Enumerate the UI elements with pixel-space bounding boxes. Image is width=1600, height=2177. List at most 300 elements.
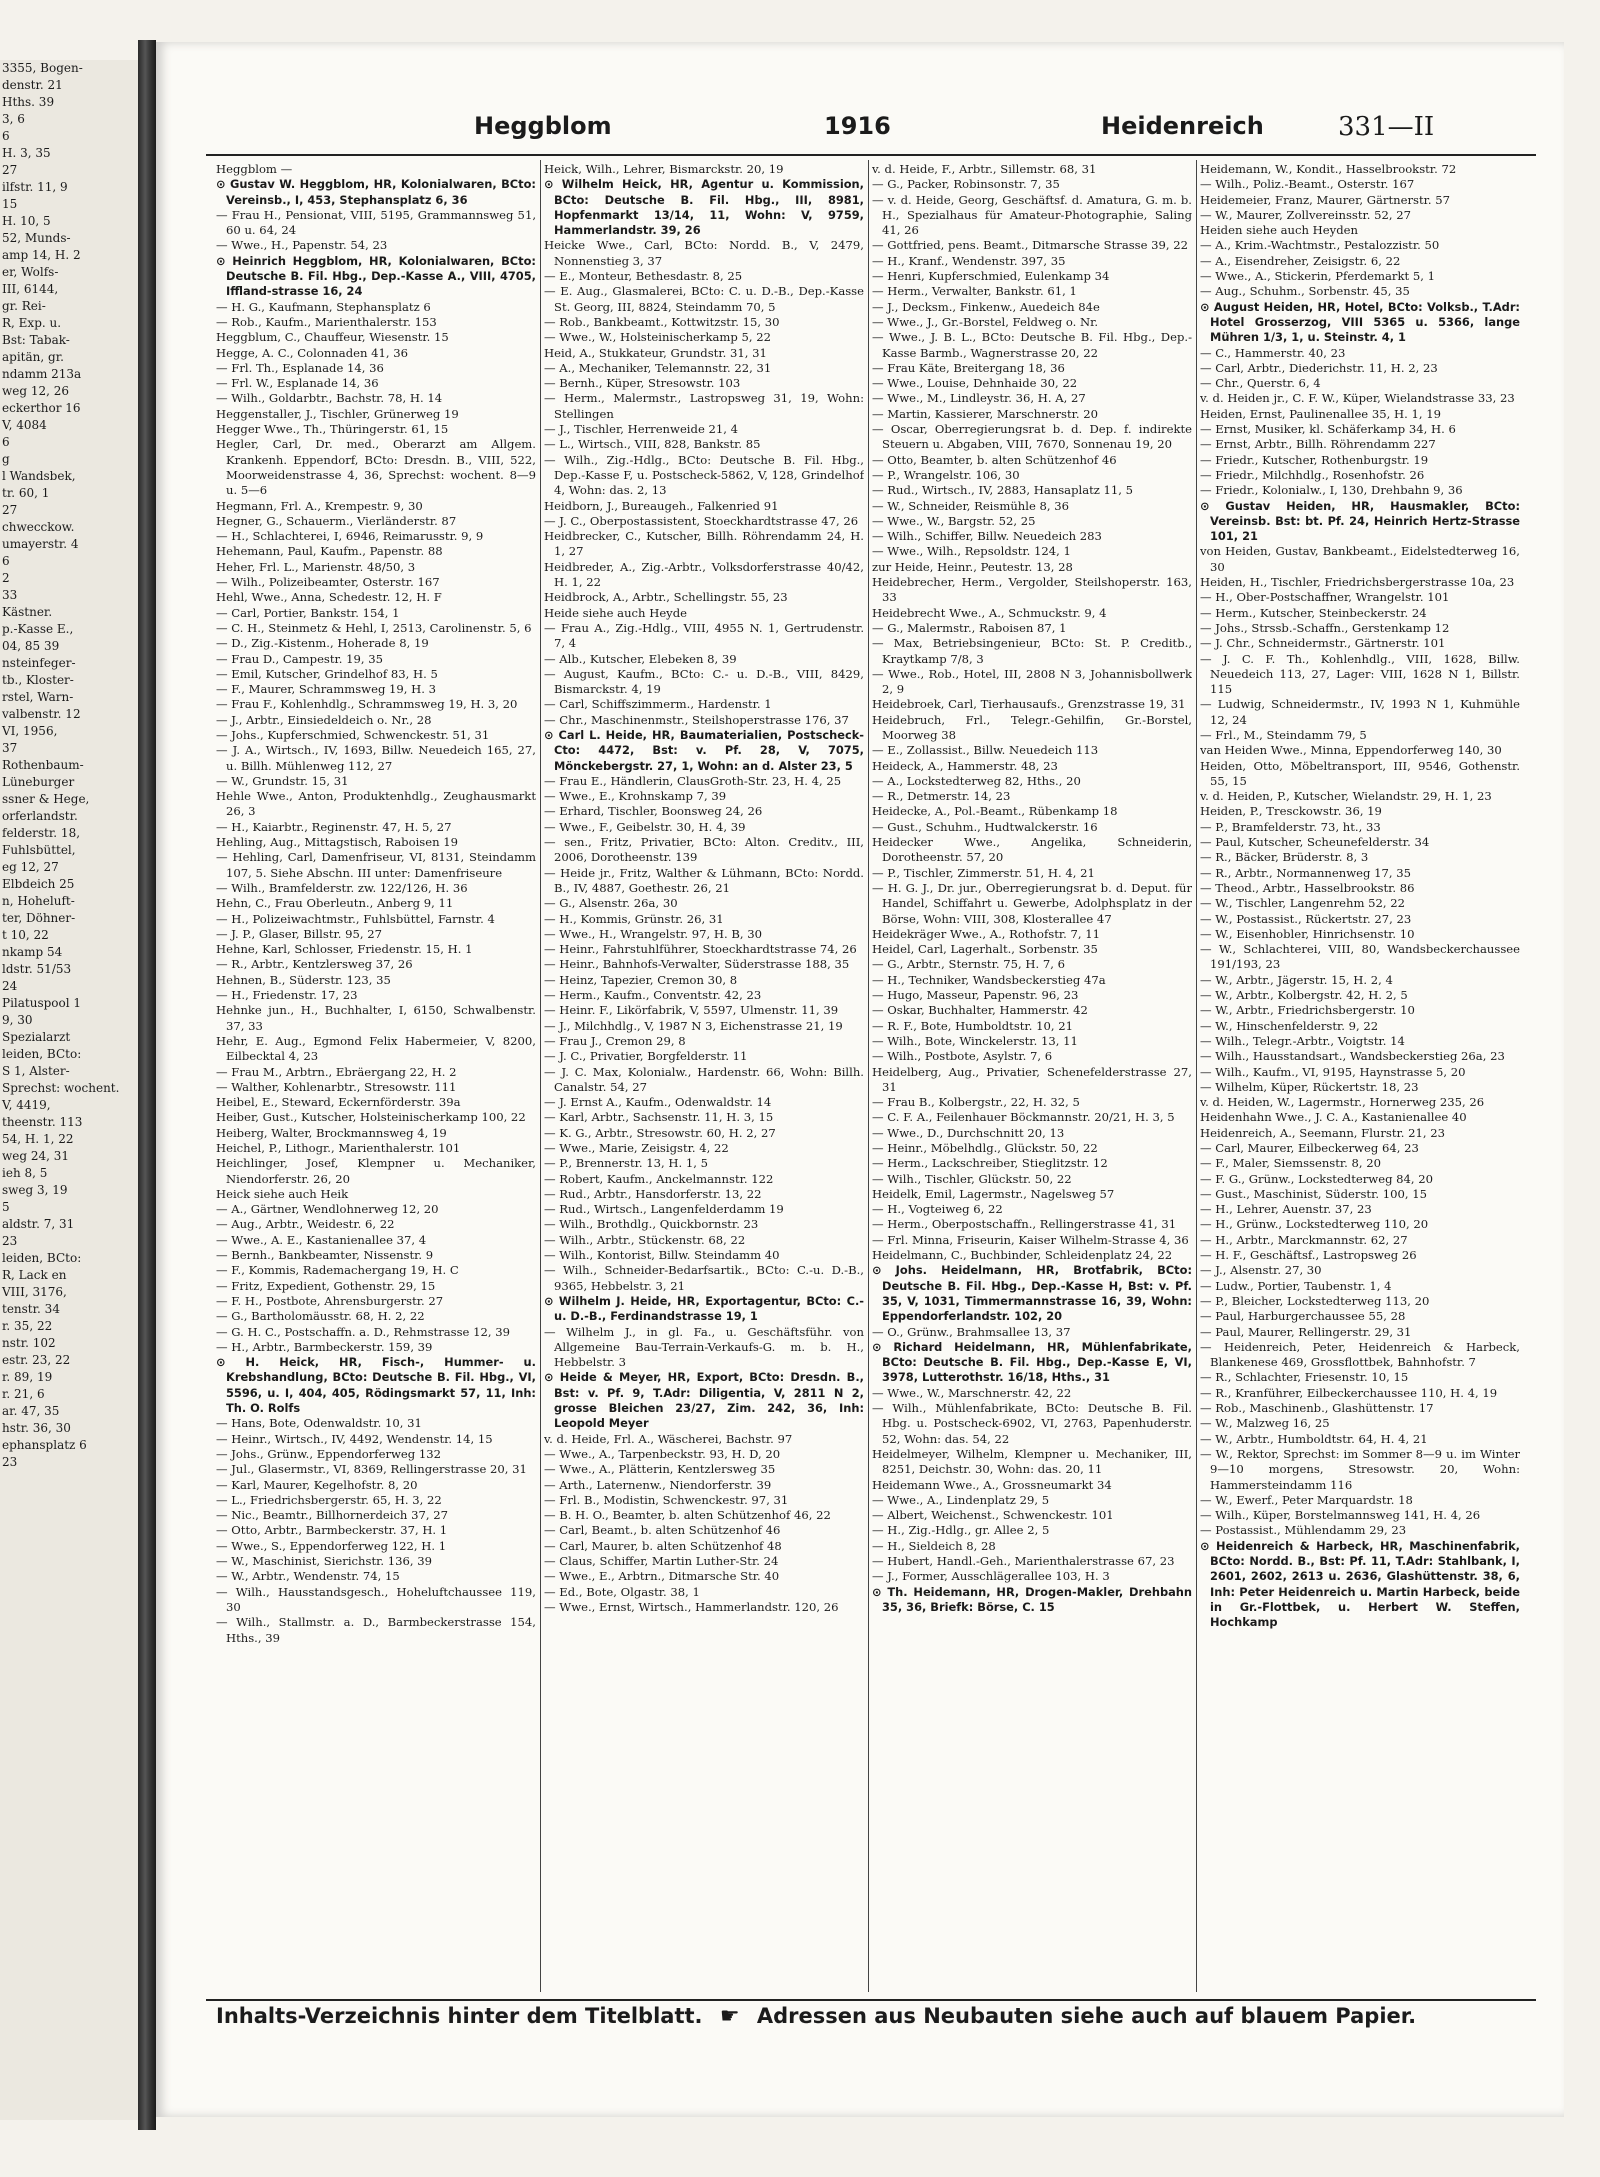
left-page-line: 23 <box>2 1234 18 1248</box>
directory-entry: — J., Decksm., Finkenw., Auedeich 84e <box>872 299 1100 314</box>
left-page-line: 3, 6 <box>2 112 25 126</box>
directory-entry: — A., Eisendreher, Zeisigstr. 6, 22 <box>1200 253 1401 268</box>
directory-entry: v. d. Heide, Frl. A., Wäscherei, Bachstr. 97 <box>544 1431 793 1446</box>
directory-entry: — Carl, Schiffszimmerm., Hardenstr. 1 <box>544 697 772 712</box>
directory-entry: ⊙ H. Heick, HR, Fisch-, Hummer- u. Krebshandlung, BCto: Deutsche B. Fil. Hbg., VI, 5596, u. I, 404, 405, Rödingsmarkt 57, 11, Inh: Th. O. Rolfs <box>216 1355 536 1416</box>
directory-entry: ⊙ Heide & Meyer, HR, Export, BCto: Dresdn. B., Bst: v. Pf. 9, T.Adr: Diligentia, V, 2811 N 2, grosse Bleichen 23/27, Zim. 242, 36, Inh: Leopold Meyer <box>544 1370 864 1431</box>
left-page-line: rstel, Warn- <box>2 690 74 704</box>
directory-entry: — Wwe., A., Plätterin, Kentzlersweg 35 <box>544 1462 776 1477</box>
left-page-line: apitän, gr. <box>2 350 64 364</box>
directory-entry: Heide siehe auch Heyde <box>544 605 688 620</box>
directory-entry: — H., Kranf., Wendenstr. 397, 35 <box>872 253 1066 268</box>
directory-entry: — Heinr., Möbelhdlg., Glückstr. 50, 22 <box>872 1141 1098 1155</box>
directory-entry: v. d. Heiden, P., Kutscher, Wielandstr. 29, H. 1, 23 <box>1200 789 1492 804</box>
directory-entry: Heidelk, Emil, Lagermstr., Nagelsweg 57 <box>872 1186 1115 1201</box>
directory-entry: — Carl, Portier, Bankstr. 154, 1 <box>216 605 400 620</box>
left-page-line: ndamm 213a <box>2 367 82 381</box>
directory-entry: — Friedr., Milchhdlg., Rosenhofstr. 26 <box>1200 467 1425 482</box>
left-page-line: 27 <box>2 163 18 177</box>
directory-entry: ⊙ Johs. Heidelmann, HR, Brotfabrik, BCto: Deutsche B. Fil. Hbg., Dep.-Kasse H, Bst: v. Pf. 35, V, 1031, Timmermannstrasse 16, 39, Wohn: Eppendorferlandstr. 102, 20 <box>872 1263 1192 1324</box>
directory-entry: — Wwe., Rob., Hotel, III, 2808 N 3, Johannisbollwerk 2, 9 <box>872 666 1192 697</box>
directory-entry: — H., Lehrer, Auenstr. 37, 23 <box>1200 1202 1372 1217</box>
directory-entry: — Herm., Malermstr., Lastropsweg 31, 19, Wohn: Stellingen <box>544 391 864 421</box>
directory-entry: Heggblum, C., Chauffeur, Wiesenstr. 15 <box>216 330 449 345</box>
directory-entry: Hegler, Carl, Dr. med., Oberarzt am Allgem. Krankenh. Eppendorf, BCto: Dresdn. B., VIII, 522, Moorweidenstrasse 4, 36, Sprechst: wochent. 8—9 u. 5—6 <box>216 437 536 498</box>
left-page-line: V, 4419, <box>2 1098 51 1112</box>
left-page-line: felderstr. 18, <box>2 826 81 840</box>
left-page-line: 27 <box>2 503 18 517</box>
directory-entry: — J. A., Wirtsch., IV, 1693, Billw. Neuedeich 165, 27, u. Billh. Mühlenweg 112, 27 <box>216 743 536 773</box>
column-3 <box>872 162 1192 1992</box>
directory-entry: — W., Maurer, Zollvereinsstr. 52, 27 <box>1200 207 1412 222</box>
left-page-line: Kästner. <box>2 605 53 619</box>
directory-entry: Heidecker Wwe., Angelika, Schneiderin, Dorotheenstr. 57, 20 <box>872 835 1192 865</box>
directory-entry: — Theod., Arbtr., Hasselbrookstr. 86 <box>1200 880 1415 895</box>
directory-entry: — Chr., Maschinenmstr., Steilshoperstrasse 176, 37 <box>544 712 849 727</box>
directory-entry: — Herm., Kaufm., Conventstr. 42, 23 <box>544 988 762 1003</box>
directory-entry: — Rud., Wirtsch., IV, 2883, Hansaplatz 11, 5 <box>872 483 1134 498</box>
directory-entry: — Frau E., Händlerin, ClausGroth-Str. 23, H. 4, 25 <box>544 773 842 788</box>
directory-entry: — Wwe., M., Lindleystr. 36, H. A, 27 <box>872 391 1086 406</box>
directory-entry: — Wilh., Schiffer, Billw. Neuedeich 283 <box>872 529 1102 544</box>
directory-entry: — Wwe., D., Durchschnitt 20, 13 <box>872 1125 1065 1140</box>
column-4 <box>1200 162 1520 1992</box>
directory-entry: — H., Kommis, Grünstr. 26, 31 <box>544 911 724 926</box>
left-page-line: Hths. 39 <box>2 95 55 109</box>
directory-entry: Heidbrock, A., Arbtr., Schellingstr. 55, 23 <box>544 590 788 605</box>
left-page-line: g <box>2 452 10 466</box>
left-page-line: H. 10, 5 <box>2 214 51 228</box>
directory-entry: — Wwe., W., Bargstr. 52, 25 <box>872 513 1036 528</box>
left-page-line: tenstr. 34 <box>2 1302 60 1316</box>
header-first-entry: Heggblom <box>474 112 612 140</box>
left-page-line: gr. Rei- <box>2 299 46 313</box>
directory-entry: — Rob., Kaufm., Marienthalerstr. 153 <box>216 314 437 329</box>
directory-entry: — H. F., Geschäftsf., Lastropsweg 26 <box>1200 1248 1417 1263</box>
directory-entry: — J. C., Privatier, Borgfelderstr. 11 <box>544 1049 748 1064</box>
directory-entry: — Erhard, Tischler, Boonsweg 24, 26 <box>544 804 763 819</box>
directory-entry: — H., Zig.-Hdlg., gr. Allee 2, 5 <box>872 1523 1050 1538</box>
directory-entry: — H. G. J., Dr. jur., Oberregierungsrat b. d. Deput. für Handel, Schiffahrt u. Gewerbe, Adolphsplatz in der Börse, Wohn: VIII, 308, Klosterallee 47 <box>872 880 1192 926</box>
directory-entry: — J., Arbtr., Einsiedeldeich o. Nr., 28 <box>216 712 432 727</box>
directory-entry: — J. Chr., Schneidermstr., Gärtnerstr. 101 <box>1200 636 1446 651</box>
directory-entry: Hehr, E. Aug., Egmond Felix Habermeier, V, 8200, Eilbecktal 4, 23 <box>216 1033 536 1064</box>
directory-page <box>156 42 1564 2117</box>
directory-entry: — J. C. Max, Kolonialw., Hardenstr. 66, Wohn: Billh. Canalstr. 54, 27 <box>544 1064 864 1094</box>
directory-entry: ⊙ Wilhelm Heick, HR, Agentur u. Kommission, BCto: Deutsche B. Fil. Hbg., III, 8981, Hopfenmarkt 13/14, 11, Wohn: V, 9759, Hammerlandstr. 39, 26 <box>544 177 864 238</box>
directory-entry: — Frau D., Campestr. 19, 35 <box>216 651 384 666</box>
directory-entry: — Herm., Verwalter, Bankstr. 61, 1 <box>872 284 1077 299</box>
directory-entry: — Otto, Arbtr., Barmbeckerstr. 37, H. 1 <box>216 1523 448 1538</box>
directory-entry: — Frl. B., Modistin, Schwenckestr. 97, 31 <box>544 1492 789 1507</box>
directory-entry: — Wwe., A. E., Kastanienallee 37, 4 <box>216 1232 427 1247</box>
directory-entry: Heidecke, A., Pol.-Beamt., Rübenkamp 18 <box>872 804 1118 819</box>
directory-entry: — W., Eisenhobler, Hinrichsenstr. 10 <box>1200 926 1415 941</box>
directory-entry: — W., Arbtr., Humboldtstr. 64, H. 4, 21 <box>1200 1431 1428 1446</box>
left-page-line: Rothenbaum- <box>2 758 84 772</box>
directory-entry: — R., Detmerstr. 14, 23 <box>872 789 1011 804</box>
footer-rule <box>206 1999 1536 2001</box>
left-page-line: 52, Munds- <box>2 231 71 245</box>
left-page-line: 6 <box>2 129 10 143</box>
directory-entry: — H., Friedenstr. 17, 23 <box>216 988 358 1003</box>
left-page-line: Elbdeich 25 <box>2 877 75 891</box>
directory-entry: — Wwe., S., Eppendorferweg 122, H. 1 <box>216 1538 447 1553</box>
directory-entry: — Frau Käte, Breitergang 18, 36 <box>872 360 1065 375</box>
directory-entry: Hehling, Aug., Mittagstisch, Raboisen 19 <box>216 835 458 850</box>
directory-entry: — Herm., Kutscher, Steinbeckerstr. 24 <box>1200 605 1427 620</box>
directory-entry: — C. H., Steinmetz & Hehl, I, 2513, Carolinenstr. 5, 6 <box>216 620 532 635</box>
directory-entry: — Alb., Kutscher, Elebeken 8, 39 <box>544 651 737 666</box>
directory-entry: — H., Arbtr., Barmbeckerstr. 159, 39 <box>216 1339 433 1354</box>
directory-entry: — Gust., Maschinist, Süderstr. 100, 15 <box>1200 1186 1427 1201</box>
directory-entry: — J. C. F. Th., Kohlenhdlg., VIII, 1628, Billw. Neuedeich 113, 27, Lager: VIII, 1628 N 1, Billstr. 115 <box>1200 651 1520 697</box>
directory-entry: — Wilh., Kaufm., VI, 9195, Haynstrasse 5, 20 <box>1200 1064 1466 1079</box>
directory-entry: Hehnen, B., Süderstr. 123, 35 <box>216 972 391 987</box>
left-page-line: p.-Kasse E., <box>2 622 74 636</box>
directory-entry: — Gottfried, pens. Beamt., Ditmarsche Strasse 39, 22 <box>872 238 1189 253</box>
directory-entry: — Heidenreich, Peter, Heidenreich & Harbeck, Blankenese 469, Grossflottbek, Bahnhofstr. 7 <box>1200 1339 1520 1370</box>
directory-entry: Heiberg, Walter, Brockmannsweg 4, 19 <box>216 1125 447 1140</box>
directory-entry: — Wilh., Telegr.-Arbtr., Voigtstr. 14 <box>1200 1033 1405 1048</box>
column-1 <box>216 162 536 1992</box>
directory-entry: — Frau B., Kolbergstr., 22, H. 32, 5 <box>872 1095 1080 1110</box>
directory-entry: ⊙ Heinrich Heggblom, HR, Kolonialwaren, BCto: Deutsche B. Fil. Hbg., Dep.-Kasse A., VIII, 4705, Iffland-strasse 16, 24 <box>216 253 536 299</box>
left-page-line: er, Wolfs- <box>2 265 59 279</box>
directory-entry: — Frl. Minna, Friseurin, Kaiser Wilhelm-Strasse 4, 36 <box>872 1232 1189 1247</box>
directory-entry: Heiden, P., Tresckowstr. 36, 19 <box>1200 804 1382 819</box>
directory-entry: — P., Tischler, Zimmerstr. 51, H. 4, 21 <box>872 865 1095 880</box>
directory-entry: Heibel, E., Steward, Eckernförderstr. 39a <box>216 1095 461 1110</box>
directory-entry: — Walther, Kohlenarbtr., Stresowstr. 111 <box>216 1079 457 1094</box>
left-page-line: VI, 1956, <box>2 724 58 738</box>
directory-entry: — Paul, Kutscher, Scheunefelderstr. 34 <box>1200 835 1430 850</box>
directory-entry: — W., Schlachterei, VIII, 80, Wandsbeckerchaussee 191/193, 23 <box>1200 942 1520 972</box>
directory-entry: — Wwe., Louise, Dehnhaide 30, 22 <box>872 376 1078 391</box>
directory-entry: — L., Friedrichsbergerstr. 65, H. 3, 22 <box>216 1492 442 1507</box>
directory-entry: — W., Arbtr., Wendenstr. 74, 15 <box>216 1569 400 1584</box>
column-divider <box>540 160 541 1992</box>
directory-entry: — Frl., M., Steindamm 79, 5 <box>1200 727 1367 742</box>
directory-entry: — G., Alsenstr. 26a, 30 <box>544 896 678 911</box>
directory-entry: — Wwe., Marie, Zeisigstr. 4, 22 <box>544 1141 729 1155</box>
directory-entry: — Wwe., H., Papenstr. 54, 23 <box>216 238 388 253</box>
directory-entry: Heidenhahn Wwe., J. C. A., Kastanienallee 40 <box>1200 1110 1467 1125</box>
directory-entry: — Carl, Beamt., b. alten Schützenhof 46 <box>544 1523 781 1538</box>
directory-entry: — C. F. A., Feilenhauer Böckmannstr. 20/21, H. 3, 5 <box>872 1110 1175 1125</box>
left-page-line: 33 <box>2 588 18 602</box>
directory-entry: — E., Zollassist., Billw. Neuedeich 113 <box>872 743 1099 758</box>
directory-entry: — H., Sieldeich 8, 28 <box>872 1538 996 1553</box>
directory-entry: — Aug., Schuhm., Sorbenstr. 45, 35 <box>1200 284 1410 299</box>
directory-entry: — Frau A., Zig.-Hdlg., VIII, 4955 N. 1, Gertrudenstr. 7, 4 <box>544 620 864 651</box>
directory-entry: — Herm., Lackschreiber, Stieglitzstr. 12 <box>872 1156 1108 1171</box>
left-page-line: VIII, 3176, <box>2 1285 67 1299</box>
left-page-line: ssner & Hege, <box>2 792 90 806</box>
left-page-line: t 10, 22 <box>2 928 49 942</box>
left-page-line: orferlandstr. <box>2 809 78 823</box>
directory-entry: — Gust., Schuhm., Hudtwalckerstr. 16 <box>872 819 1098 834</box>
directory-entry: — Henri, Kupferschmied, Eulenkamp 34 <box>872 269 1110 284</box>
directory-entry: — J., Milchhdlg., V, 1987 N 3, Eichenstrasse 21, 19 <box>544 1018 843 1033</box>
directory-entry: — Wilh., Zig.-Hdlg., BCto: Deutsche B. Fil. Hbg., Dep.-Kasse F, u. Postscheck-5862, V, 128, Grindelhof 4, Wohn: das. 2, 13 <box>544 452 864 498</box>
left-page-line: nstr. 102 <box>2 1336 56 1350</box>
directory-entry: — Heinr. F., Likörfabrik, V, 5597, Ulmenstr. 11, 39 <box>544 1003 839 1018</box>
directory-entry: Hehl, Wwe., Anna, Schedestr. 12, H. F <box>216 590 442 605</box>
directory-entry: — H. G., Kaufmann, Stephansplatz 6 <box>216 299 431 314</box>
left-page-line: R, Exp. u. <box>2 316 62 330</box>
directory-entry: Heick, Wilh., Lehrer, Bismarckstr. 20, 19 <box>544 162 784 176</box>
directory-entry: ⊙ Gustav W. Heggblom, HR, Kolonialwaren, BCto: Vereinsb., I, 453, Stephansplatz 6, 36 <box>216 177 536 207</box>
directory-entry: — R., Bäcker, Brüderstr. 8, 3 <box>1200 850 1369 865</box>
directory-entry: — Oskar, Buchhalter, Hammerstr. 42 <box>872 1003 1088 1018</box>
directory-entry: Heiden, H., Tischler, Friedrichsbergerstrasse 10a, 23 <box>1200 575 1515 590</box>
directory-entry: — W., Maschinist, Sierichstr. 136, 39 <box>216 1554 432 1569</box>
directory-entry: — Rob., Bankbeamt., Kottwitzstr. 15, 30 <box>544 314 780 329</box>
footer-newbuild-note: Adressen aus Neubauten siehe auch auf blauem Papier. <box>756 2004 1417 2028</box>
directory-entry: — Rud., Arbtr., Hansdorferstr. 13, 22 <box>544 1186 762 1201</box>
directory-entry: — Arth., Laternenw., Niendorferstr. 39 <box>544 1477 772 1492</box>
left-page-line: sweg 3, 19 <box>2 1183 68 1197</box>
directory-entry: Heideck, A., Hammerstr. 48, 23 <box>872 758 1058 773</box>
left-page-line: 54, H. 1, 22 <box>2 1132 74 1146</box>
left-page-line: amp 14, H. 2 <box>2 248 81 262</box>
directory-entry: — Ed., Bote, Olgastr. 38, 1 <box>544 1584 700 1599</box>
directory-entry: — B. H. O., Beamter, b. alten Schützenhof 46, 22 <box>544 1508 831 1523</box>
left-page-line: Bst: Tabak- <box>2 333 70 347</box>
directory-entry: Heichel, P., Lithogr., Marienthalerstr. 101 <box>216 1141 461 1155</box>
directory-entry: — Wilh., Stallmstr. a. D., Barmbeckerstrasse 154, Hths., 39 <box>216 1615 536 1645</box>
directory-entry: — Frau H., Pensionat, VIII, 5195, Grammannsweg 51, 60 u. 64, 24 <box>216 207 536 238</box>
directory-entry: Heidebruch, Frl., Telegr.-Gehilfin, Gr.-Borstel, Moorweg 38 <box>872 712 1192 742</box>
directory-entry: — Wwe., Wilh., Repsoldstr. 124, 1 <box>872 544 1071 559</box>
left-page-line: weg 24, 31 <box>2 1149 70 1163</box>
directory-entry: — R., Arbtr., Kentzlersweg 37, 26 <box>216 957 413 972</box>
left-page-line: estr. 23, 22 <box>2 1353 71 1367</box>
directory-entry: — J., Former, Ausschlägerallee 103, H. 3 <box>872 1569 1110 1584</box>
directory-entry: — Fritz, Expedient, Gothenstr. 29, 15 <box>216 1278 436 1293</box>
directory-entry: Heidbreder, A., Zig.-Arbtr., Volksdorferstrasse 40/42, H. 1, 22 <box>544 559 864 590</box>
footer-contents-note: Inhalts-Verzeichnis hinter dem Titelblatt. <box>216 2004 703 2028</box>
directory-entry: — August, Kaufm., BCto: C.- u. D.-B., VIII, 8429, Bismarckstr. 4, 19 <box>544 666 864 697</box>
left-page-line: denstr. 21 <box>2 78 63 92</box>
column-divider <box>1196 160 1197 1992</box>
left-page-line: theenstr. 113 <box>2 1115 83 1129</box>
column-2 <box>544 162 864 1992</box>
directory-entry: Heher, Frl. L., Marienstr. 48/50, 3 <box>216 559 416 574</box>
directory-entry: Heidekräger Wwe., A., Rothofstr. 7, 11 <box>872 926 1100 941</box>
directory-entry: — Wwe., A., Stickerin, Pferdemarkt 5, 1 <box>1200 269 1435 284</box>
left-page-fragment <box>0 60 139 2120</box>
directory-entry: — Wilh., Schneider-Bedarfsartik., BCto: C.-u. D.-B., 9365, Hebbelstr. 3, 21 <box>544 1263 864 1293</box>
directory-entry: — Ludwig, Schneidermstr., IV, 1993 N 1, Kuhmühle 12, 24 <box>1200 697 1520 727</box>
directory-entry: Heidebroek, Carl, Tierhausaufs., Grenzstrasse 19, 31 <box>872 697 1186 712</box>
page-header <box>156 112 1564 152</box>
directory-entry: Heiden siehe auch Heyden <box>1200 223 1358 238</box>
directory-entry: Heiden, Otto, Möbeltransport, III, 9546, Gothenstr. 55, 15 <box>1200 758 1520 788</box>
directory-entry: — Friedr., Kolonialw., I, 130, Drehbahn 9, 36 <box>1200 483 1463 498</box>
directory-entry: — G., Bartholomäusstr. 68, H. 2, 22 <box>216 1309 425 1324</box>
directory-entry: — Hugo, Masseur, Papenstr. 96, 23 <box>872 988 1079 1003</box>
directory-entry: Heid, A., Stukkateur, Grundstr. 31, 31 <box>544 345 767 360</box>
directory-entry: — Bernh., Küper, Stresowstr. 103 <box>544 376 741 391</box>
directory-entry: — W., Rektor, Sprechst: im Sommer 8—9 u. im Winter 9—10 morgens, Stresowstr. 20, Wohn: Hammersteindamm 116 <box>1200 1446 1520 1492</box>
directory-entry: — W., Arbtr., Friedrichsbergerstr. 10 <box>1200 1003 1415 1018</box>
directory-entry: — Wilh., Bramfelderstr. zw. 122/126, H. 36 <box>216 880 468 895</box>
directory-entry: Hehle Wwe., Anton, Produktenhdlg., Zeughausmarkt 26, 3 <box>216 789 536 819</box>
left-page-line: 2 <box>2 571 10 585</box>
directory-entry: ⊙ Th. Heidemann, HR, Drogen-Makler, Drehbahn 35, 36, Briefk: Börse, C. 15 <box>872 1584 1192 1614</box>
directory-entry: — Ludw., Portier, Taubenstr. 1, 4 <box>1200 1278 1392 1293</box>
directory-entry: van Heiden Wwe., Minna, Eppendorferweg 140, 30 <box>1200 743 1502 758</box>
directory-entry: — F., Maurer, Schrammsweg 19, H. 3 <box>216 682 437 697</box>
directory-entry: — W., Schneider, Reismühle 8, 36 <box>872 498 1070 513</box>
directory-entry: — v. d. Heide, Georg, Geschäftsf. d. Amatura, G. m. b. H., Spezialhaus für Amateur-Photographie, Saling 41, 26 <box>872 192 1192 238</box>
left-page-line: 3355, Bogen- <box>2 61 83 75</box>
directory-entry: Heick siehe auch Heik <box>216 1186 349 1201</box>
directory-entry: — A., Lockstedterweg 82, Hths., 20 <box>872 773 1081 788</box>
directory-entry: Heidebrecher, Herm., Vergolder, Steilshoperstr. 163, 33 <box>872 575 1192 605</box>
directory-entry: — Wilh., Tischler, Glückstr. 50, 22 <box>872 1171 1072 1186</box>
directory-entry: — R., Arbtr., Normannenweg 17, 35 <box>1200 865 1411 880</box>
directory-entry: — Wwe., E., Krohnskamp 7, 39 <box>544 789 727 804</box>
directory-entry: — W., Hinschenfelderstr. 9, 22 <box>1200 1018 1379 1033</box>
directory-entry: — P., Bleicher, Lockstedterweg 113, 20 <box>1200 1293 1430 1308</box>
directory-entry: — Robert, Kaufm., Anckelmannstr. 122 <box>544 1171 774 1186</box>
directory-entry: Heidelberg, Aug., Privatier, Schenefelderstrasse 27, 31 <box>872 1064 1192 1094</box>
directory-entry: — Rud., Wirtsch., Langenfelderdamm 19 <box>544 1202 784 1217</box>
left-page-line: 24 <box>2 979 18 993</box>
directory-entry: — F. G., Grünw., Lockstedterweg 84, 20 <box>1200 1171 1434 1186</box>
left-page-line: Lüneburger <box>2 775 75 789</box>
left-page-line: 04, 85 39 <box>2 639 60 653</box>
header-last-entry: Heidenreich <box>1101 112 1264 140</box>
directory-entry: — W., Malzweg 16, 25 <box>1200 1416 1330 1431</box>
directory-entry: — H., Techniker, Wandsbeckerstieg 47a <box>872 972 1106 987</box>
page-number: 331—II <box>1338 112 1435 142</box>
directory-entry: — P., Bramfelderstr. 73, ht., 33 <box>1200 819 1381 834</box>
directory-entry: — H., Kaiarbtr., Reginenstr. 47, H. 5, 27 <box>216 819 452 834</box>
directory-entry: — Hehling, Carl, Damenfriseur, VI, 8131, Steindamm 107, 5. Siehe Abschn. III unter: Damenfriseure <box>216 850 536 880</box>
directory-entry: Hegger Wwe., Th., Thüringerstr. 61, 15 <box>216 422 449 437</box>
directory-entry: — Max, Betriebsingenieur, BCto: St. P. Creditb., Kraytkamp 7/8, 3 <box>872 636 1192 666</box>
directory-entry: von Heiden, Gustav, Bankbeamt., Eidelstedterweg 16, 30 <box>1200 544 1520 574</box>
directory-entry: — W., Arbtr., Jägerstr. 15, H. 2, 4 <box>1200 972 1393 987</box>
directory-entry: Hehnke jun., H., Buchhalter, I, 6150, Schwalbenstr. 37, 33 <box>216 1003 536 1033</box>
directory-entry: — O., Grünw., Brahmsallee 13, 37 <box>872 1324 1071 1339</box>
directory-entry: — Wilhelm J., in gl. Fa., u. Geschäftsführ. von Allgemeine Bau-Terrain-Verkaufs-G. m. b. H., Hebbelstr. 3 <box>544 1324 864 1370</box>
directory-entry: — W., Tischler, Langenrehm 52, 22 <box>1200 896 1406 911</box>
directory-entry: — Johs., Kupferschmied, Schwenckestr. 51, 31 <box>216 727 490 742</box>
directory-entry: — L., Wirtsch., VIII, 828, Bankstr. 85 <box>544 437 761 452</box>
directory-entry: — Emil, Kutscher, Grindelhof 83, H. 5 <box>216 666 438 681</box>
left-page-line: Spezialarzt <box>2 1030 71 1044</box>
left-page-line: weg 12, 26 <box>2 384 70 398</box>
directory-entry: — Paul, Harburgerchaussee 55, 28 <box>1200 1309 1406 1324</box>
directory-entry: — P., Brennerstr. 13, H. 1, 5 <box>544 1156 709 1171</box>
directory-entry: Heidborn, J., Bureaugeh., Falkenried 91 <box>544 498 779 513</box>
directory-entry: — J. P., Glaser, Billstr. 95, 27 <box>216 926 383 941</box>
directory-entry: Hehne, Karl, Schlosser, Friedenstr. 15, H. 1 <box>216 942 473 957</box>
directory-entry: — Heinz, Tapezier, Cremon 30, 8 <box>544 972 738 987</box>
directory-entry: Heggblom — <box>216 162 293 176</box>
directory-entry: Heidenreich, A., Seemann, Flurstr. 21, 23 <box>1200 1125 1446 1140</box>
header-year: 1916 <box>824 112 891 140</box>
left-page-line: 15 <box>2 197 18 211</box>
directory-entry: Hegner, G., Schauerm., Vierländerstr. 87 <box>216 513 457 528</box>
directory-entry: — R., Schlachter, Friesenstr. 10, 15 <box>1200 1370 1409 1385</box>
directory-entry: — Albert, Weichenst., Schwenckestr. 101 <box>872 1508 1114 1523</box>
directory-entry: — Herm., Oberpostschaffn., Rellingerstrasse 41, 31 <box>872 1217 1177 1232</box>
directory-entry: — J. C., Oberpostassistent, Stoeckhardtstrasse 47, 26 <box>544 513 859 528</box>
directory-entry: — Wwe., J. B. L., BCto: Deutsche B. Fil. Hbg., Dep.-Kasse Barmb., Wagnerstrasse 20, 22 <box>872 330 1192 360</box>
left-page-line: aldstr. 7, 31 <box>2 1217 75 1231</box>
directory-entry: Heidemann, W., Kondit., Hasselbrookstr. 72 <box>1200 162 1457 176</box>
left-page-line: umayerstr. 4 <box>2 537 79 551</box>
directory-entry: — P., Wrangelstr. 106, 30 <box>872 467 1020 482</box>
directory-entry: — Carl, Arbtr., Diederichstr. 11, H. 2, 23 <box>1200 360 1438 375</box>
directory-entry: — W., Grundstr. 15, 31 <box>216 773 349 788</box>
left-page-line: nkamp 54 <box>2 945 63 959</box>
directory-entry: — Friedr., Kutscher, Rothenburgstr. 19 <box>1200 452 1429 467</box>
directory-entry: — Wilh., Polizeibeamter, Osterstr. 167 <box>216 575 440 590</box>
directory-entry: — Wwe., F., Geibelstr. 30, H. 4, 39 <box>544 819 746 834</box>
directory-entry: Hehemann, Paul, Kaufm., Papenstr. 88 <box>216 544 443 559</box>
directory-entry: — G., Packer, Robinsonstr. 7, 35 <box>872 177 1060 192</box>
directory-entry: Heidemann Wwe., A., Grossneumarkt 34 <box>872 1477 1112 1492</box>
left-page-line: leiden, BCto: <box>2 1047 82 1061</box>
left-page-line: ephansplatz 6 <box>2 1438 87 1452</box>
left-page-line: Pilatuspool 1 <box>2 996 82 1010</box>
directory-entry: — Frl. W., Esplanade 14, 36 <box>216 376 379 391</box>
left-page-line: n, Hoheluft- <box>2 894 75 908</box>
left-page-line: III, 6144, <box>2 282 59 296</box>
directory-entry: — Wilh., Mühlenfabrikate, BCto: Deutsche B. Fil. Hbg. u. Postscheck-6902, VI, 2763, Papenhuderstr. 52, Wohn: das. 54, 22 <box>872 1401 1192 1446</box>
directory-entry: — E., Monteur, Bethesdastr. 8, 25 <box>544 269 743 284</box>
directory-entry: — J., Alsenstr. 27, 30 <box>1200 1263 1322 1278</box>
directory-entry: — F., Maler, Siemssenstr. 8, 20 <box>1200 1156 1382 1171</box>
directory-entry: Heidelmann, C., Buchbinder, Schleidenplatz 24, 22 <box>872 1248 1173 1263</box>
directory-entry: — Heide jr., Fritz, Walther & Lühmann, BCto: Nordd. B., IV, 4887, Goethestr. 26, 21 <box>544 865 864 895</box>
directory-entry: — Frau J., Cremon 29, 8 <box>544 1033 686 1048</box>
directory-entry: — Frau F., Kohlenhdlg., Schrammsweg 19, H. 3, 20 <box>216 697 518 712</box>
left-page-line: tb., Kloster- <box>2 673 74 687</box>
directory-entry: — Wilh., Goldarbtr., Bachstr. 78, H. 14 <box>216 391 443 406</box>
directory-entry: — G., Arbtr., Sternstr. 75, H. 7, 6 <box>872 957 1065 972</box>
directory-entry: Heidelmeyer, Wilhelm, Klempner u. Mechaniker, III, 8251, Deichstr. 30, Wohn: das. 20, 11 <box>872 1446 1192 1477</box>
directory-entry: — Postassist., Mühlendamm 29, 23 <box>1200 1523 1407 1538</box>
directory-entry: Hegmann, Frl. A., Krempestr. 9, 30 <box>216 498 423 513</box>
pointing-hand-icon: ☛ <box>719 2004 740 2029</box>
directory-entry: v. d. Heiden jr., C. F. W., Küper, Wielandstrasse 33, 23 <box>1200 391 1515 406</box>
left-page-line: valbenstr. 12 <box>2 707 81 721</box>
directory-entry: — Wilh., Hausstandsart., Wandsbeckerstieg 26a, 23 <box>1200 1049 1505 1064</box>
directory-entry: — Wilh., Arbtr., Stückenstr. 68, 22 <box>544 1232 746 1247</box>
directory-entry: — H., Polizeiwachtmstr., Fuhlsbüttel, Farnstr. 4 <box>216 911 495 926</box>
directory-entry: — Wilh., Poliz.-Beamt., Osterstr. 167 <box>1200 177 1415 192</box>
directory-entry: Heicke Wwe., Carl, BCto: Nordd. B., V, 2479, Nonnenstieg 3, 37 <box>544 238 864 268</box>
directory-entry: — A., Mechaniker, Telemannstr. 22, 31 <box>544 360 772 375</box>
directory-entry: Heiber, Gust., Kutscher, Holsteinischerkamp 100, 22 <box>216 1110 526 1125</box>
directory-entry: — Wilh., Bote, Winckelerstr. 13, 11 <box>872 1033 1078 1048</box>
directory-entry: Heidbrecker, C., Kutscher, Billh. Röhrendamm 24, H. 1, 27 <box>544 529 864 559</box>
directory-entry: — C., Hammerstr. 40, 23 <box>1200 345 1346 360</box>
left-page-line: Fuhlsbüttel, <box>2 843 76 857</box>
directory-entry: — R. F., Bote, Humboldtstr. 10, 21 <box>872 1018 1073 1033</box>
directory-entry: — Otto, Beamter, b. alten Schützenhof 46 <box>872 452 1117 467</box>
directory-entry: v. d. Heide, F., Arbtr., Sillemstr. 68, 31 <box>872 162 1097 176</box>
left-page-line: 37 <box>2 741 18 755</box>
